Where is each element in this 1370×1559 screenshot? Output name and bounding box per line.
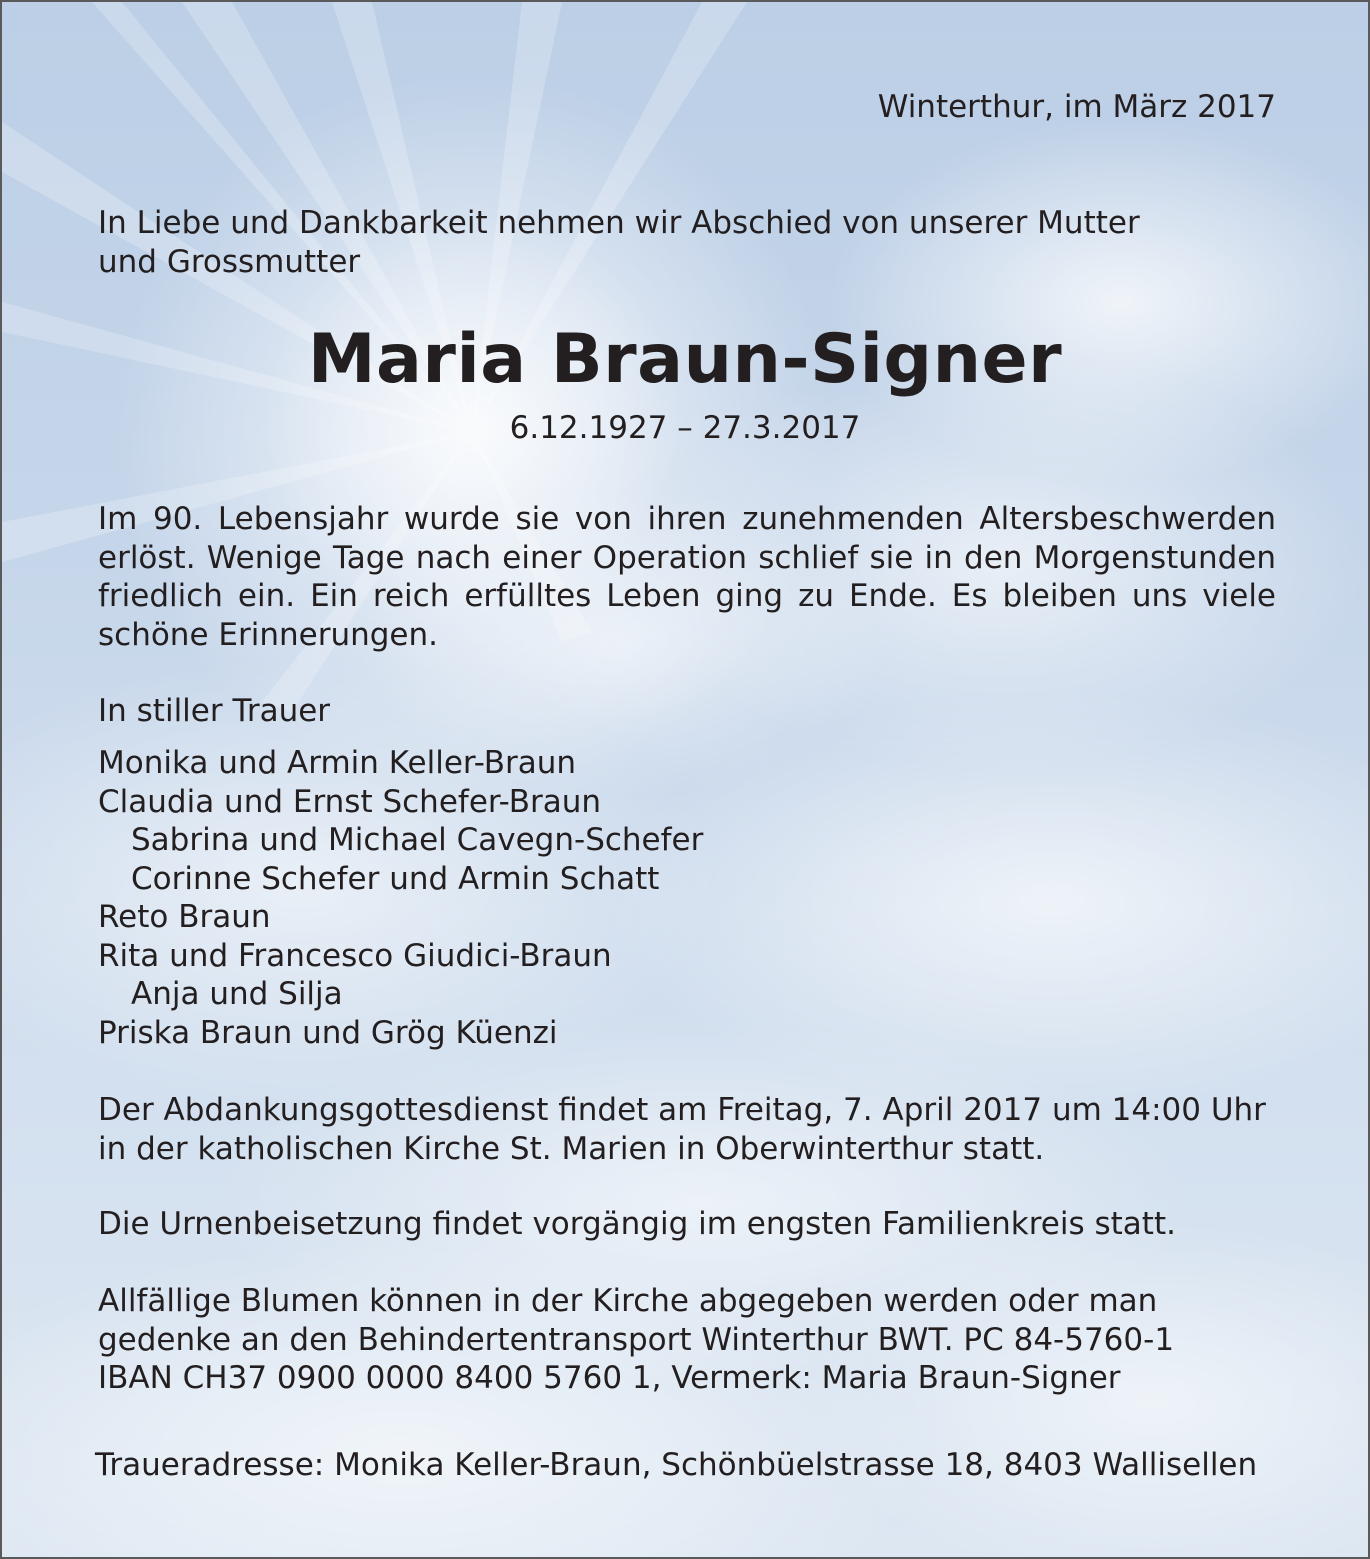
deceased-name: Maria Braun-Signer	[307, 320, 1063, 399]
intro-line-2: und Grossmutter	[98, 243, 361, 280]
intro-text	[98, 204, 1140, 281]
flowers-donation-info	[98, 1282, 1174, 1398]
family-list	[98, 744, 703, 1052]
service-line-2: in der katholischen Kirche St. Marien in Oberwinterthur statt.	[98, 1130, 1045, 1167]
family-member: Rita und Francesco Giudici-Braun	[98, 937, 612, 974]
mourning-address: Traueradresse: Monika Keller-Braun, Schönbüelstrasse 18, 8403 Wallisellen	[95, 1447, 1258, 1483]
service-info	[98, 1091, 1266, 1168]
family-member: Corinne Schefer und Armin Schatt	[131, 860, 660, 897]
service-line-1: Der Abdankungsgottesdienst findet am Freitag, 7. April 2017 um 14:00 Uhr	[98, 1092, 1266, 1128]
obituary-paragraph: Im 90. Lebensjahr wurde sie von ihren zunehmenden Altersbeschwerden erlöst. Wenige Tage nach einer Operation schlief sie in den Morgenstunden friedlich ein. Ein reich erfülltes Leben ging zu Ende. Es bleiben uns viele schöne Erinnerungen.	[98, 501, 1276, 653]
flowers-line-3: IBAN CH37 0900 0000 8400 5760 1, Vermerk: Maria Braun-Signer	[98, 1360, 1121, 1396]
intro-line-1: In Liebe und Dankbarkeit nehmen wir Abschied von unserer Mutter	[98, 205, 1140, 241]
flowers-line-1: Allfällige Blumen können in der Kirche abgegeben werden oder man	[98, 1283, 1158, 1319]
family-member: Monika und Armin Keller-Braun	[98, 745, 577, 781]
urn-burial-info: Die Urnenbeisetzung findet vorgängig im engsten Familienkreis statt.	[98, 1206, 1176, 1242]
flowers-line-2: gedenke an den Behindertentransport Winterthur BWT. PC 84-5760-1	[98, 1321, 1175, 1358]
family-member: Claudia und Ernst Schefer-Braun	[98, 783, 602, 820]
life-dates: 6.12.1927 – 27.3.2017	[509, 410, 861, 446]
family-member: Anja und Silja	[131, 976, 343, 1012]
family-member: Priska Braun und Grög Küenzi	[98, 1014, 558, 1051]
family-member: Reto Braun	[98, 899, 271, 935]
family-member: Sabrina und Michael Cavegn-Schefer	[131, 822, 704, 858]
mourning-label: In stiller Trauer	[98, 693, 331, 729]
place-and-date: Winterthur, im März 2017	[877, 89, 1276, 125]
